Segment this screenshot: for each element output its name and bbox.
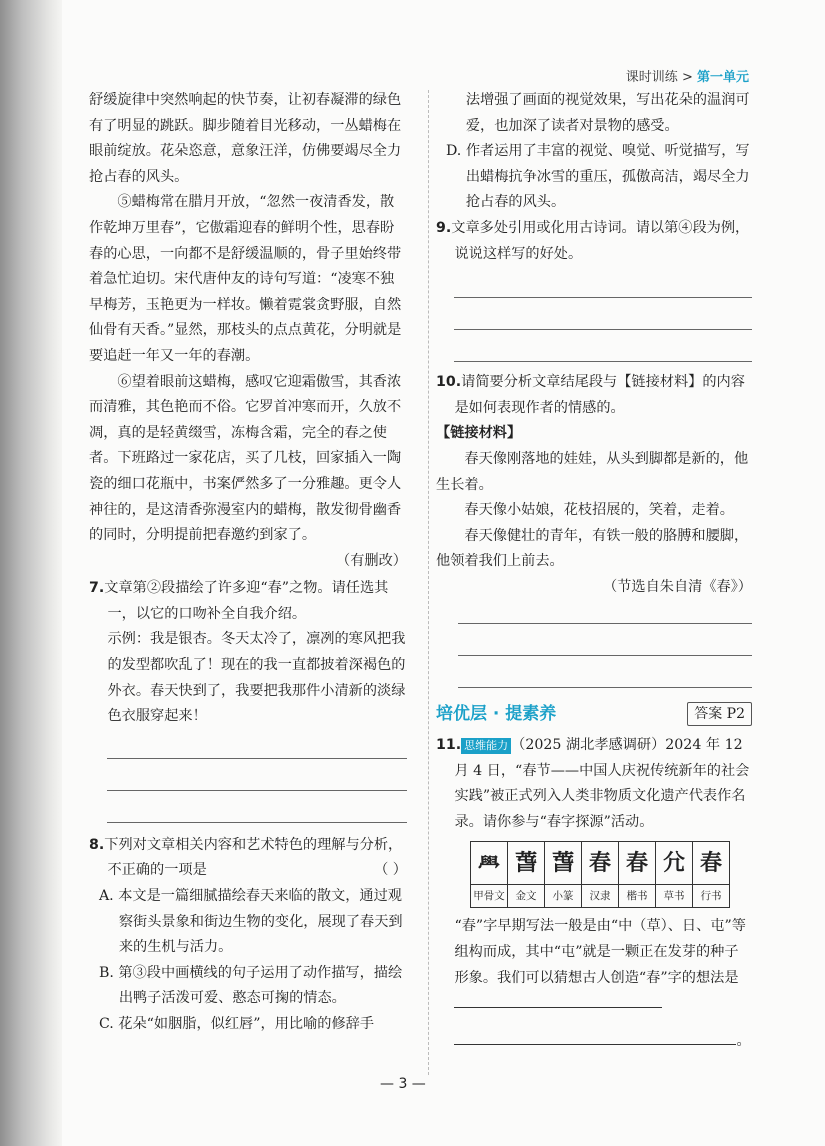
question-8-option-c: C. 花朵“如胭脂，似红唇”，用比喻的修辞手: [98, 1016, 375, 1032]
glyph-cursive: 𡯂: [656, 842, 693, 885]
question-7-number: 7.: [89, 580, 105, 597]
link-material-p3: 春天像健壮的青年，有铁一般的胳膊和腰脚，他领着我们上前去。: [436, 527, 749, 570]
glyph-small-seal: 萅: [545, 842, 582, 885]
question-8: [89, 833, 407, 884]
glyph-label: 楷书: [619, 885, 656, 908]
question-11-after-text: “春”字早期写法一般是由“中（草）、日、屯”等组构而成，其中“屯”就是一颗正在发芽的种子形象。我们可以猜想古人创造“春”字的想法是: [454, 918, 746, 986]
question-8-answer-paren[interactable]: （ ）: [374, 862, 407, 879]
header-course: 课时训练: [625, 70, 678, 85]
question-8-number: 8.: [89, 836, 105, 853]
glyph-oracle-bone: 𦥯: [471, 842, 508, 885]
glyph-running: 春: [693, 842, 730, 885]
question-8-option-a: A. 本文是一篇细腻描绘春天来临的散文，通过观察街头景象和街边生物的变化，展现了春天到来的生机与活力。: [98, 888, 403, 956]
column-divider: [428, 90, 429, 1075]
page-header: [626, 66, 749, 85]
glyph-label: 汉隶: [582, 885, 619, 908]
question-10-text: 请简要分析文章结尾段与【链接材料】的内容是如何表现作者的情感的。: [454, 374, 745, 416]
glyph-bronze: 萅: [508, 842, 545, 885]
question-11-end: 。: [736, 1032, 751, 1049]
glyph-label: 小篆: [545, 885, 582, 908]
answer-page-tag: 答案 P2: [687, 702, 752, 726]
glyph-label: 草书: [656, 885, 693, 908]
question-10: [436, 370, 752, 421]
question-9-text: 文章多处引用或化用古诗词。请以第④段为例，说说这样写的好处。: [451, 219, 750, 262]
paragraph-4-tail: 舒缓旋律中突然响起的快节奏，让初春凝滞的绿色有了明显的跳跃。脚步随着目光移动，一丛蜡梅在眼前绽放。花朵恣意，意象汪洋，仿佛要竭尽全力抢占春的风头。: [89, 92, 402, 185]
question-9: [436, 216, 752, 267]
question-7-answer-lines[interactable]: [89, 730, 407, 823]
question-7-text: 文章第②段描绘了许多迎“春”之物。请任选其一，以它的口吻补全自我介绍。: [104, 580, 389, 622]
question-8-option-b: B. 第③段中画横线的句子运用了动作描写，描绘出鸭子活泼可爱、憨态可掬的情态。: [98, 964, 403, 1007]
question-11-blank[interactable]: [454, 991, 662, 1008]
header-separator: >: [681, 70, 693, 85]
link-material-p1: 春天像刚落地的娃娃，从头到脚都是新的，他生长着。: [436, 450, 749, 493]
question-7-example: 示例：我是银杏。冬天太冷了，凛冽的寒风把我的发型都吹乱了！现在的我一直都披着深褐色的外衣。春天快到了，我要把我那件小清新的淡绿色衣服穿起来！: [107, 631, 406, 725]
article-source-note: （有删改）: [336, 552, 407, 569]
question-10-number: 10.: [436, 374, 462, 391]
option-c-tail: 法增强了画面的视觉效果，写出花朵的温润可爱，也加深了读者对景物的感受。: [465, 92, 750, 134]
question-7: [89, 576, 407, 627]
question-11: [436, 733, 752, 835]
glyph-label: 行书: [693, 885, 730, 908]
question-11-number: 11.: [436, 737, 462, 754]
question-11-text: （2025 湖北孝感调研）2024 年 12 月 4 日，“春节——中国人庆祝传统新年的社会实践”被正式列入人类非物质文化遗产代表作名录。请你参与“春字探源”活动。: [454, 737, 750, 830]
question-8-option-d: D. 作者运用了丰富的视觉、嗅觉、听觉描写，写出蜡梅抗争冰雪的重压，孤傲高洁，竭尽全力抢占春的风头。: [445, 143, 750, 211]
question-10-answer-lines[interactable]: [436, 601, 752, 688]
skill-tag: 思维能力: [461, 738, 511, 754]
paragraph-6: ⑥望着眼前这蜡梅，感叹它迎霜傲雪，其香浓而清雅，其色艳而不俗。它罗首冲寒而开，久放不凋，真的是轻黄缀雪，冻梅含霜，完全的春之使者。下班路过一家花店，买了几枝，回家插入一陶瓷的细口花瓶中，书案俨然多了一分雅趣。更令人神往的，是这清香弥漫室内的蜡梅，散发彻骨幽香的同时，分明提前把春邀约到家了。: [89, 373, 402, 544]
link-material-title: 【链接材料】: [436, 425, 522, 442]
question-8-text: 下列对文章相关内容和艺术特色的理解与分析，不正确的一项是: [104, 836, 403, 879]
glyph-clerical: 春: [582, 842, 619, 885]
glyph-label: 金文: [508, 885, 545, 908]
right-column: [436, 88, 752, 1054]
question-9-answer-lines[interactable]: [436, 267, 752, 362]
question-9-number: 9.: [436, 219, 452, 236]
section-title: 培优层 · 提素养: [436, 703, 557, 724]
section-header: [436, 702, 752, 728]
link-material-p2: 春天像小姑娘，花枝招展的，笑着，走着。: [464, 502, 734, 519]
book-spine-shadow: [0, 0, 62, 1146]
glyph-label: 甲骨文: [471, 885, 508, 908]
question-11-prompt: [436, 914, 752, 1017]
question-11-line[interactable]: [454, 1018, 736, 1045]
header-unit: 第一单元: [696, 70, 749, 85]
glyph-regular: 春: [619, 842, 656, 885]
spring-character-evolution-table: [470, 841, 730, 908]
page-number: — 3 —: [380, 1076, 426, 1092]
left-column: [89, 88, 407, 1038]
link-material-source: （节选自朱自清《春》）: [603, 578, 752, 595]
question-11-continuation: [436, 1018, 752, 1055]
paragraph-5: ⑤蜡梅常在腊月开放，“忽然一夜清香发，散作乾坤万里春”，它傲霜迎春的鲜明个性，思春盼春的心思，一向都不是舒缓温顺的，骨子里始终带着急忙迫切。宋代唐仲友的诗句写道：“凌寒不独早梅芳，玉艳更为一样妆。懒着霓裳贪野服，自然仙骨有天香。”显然，那枝头的点点黄花，分明就是要追赶一年又一年的春潮。: [89, 194, 402, 364]
